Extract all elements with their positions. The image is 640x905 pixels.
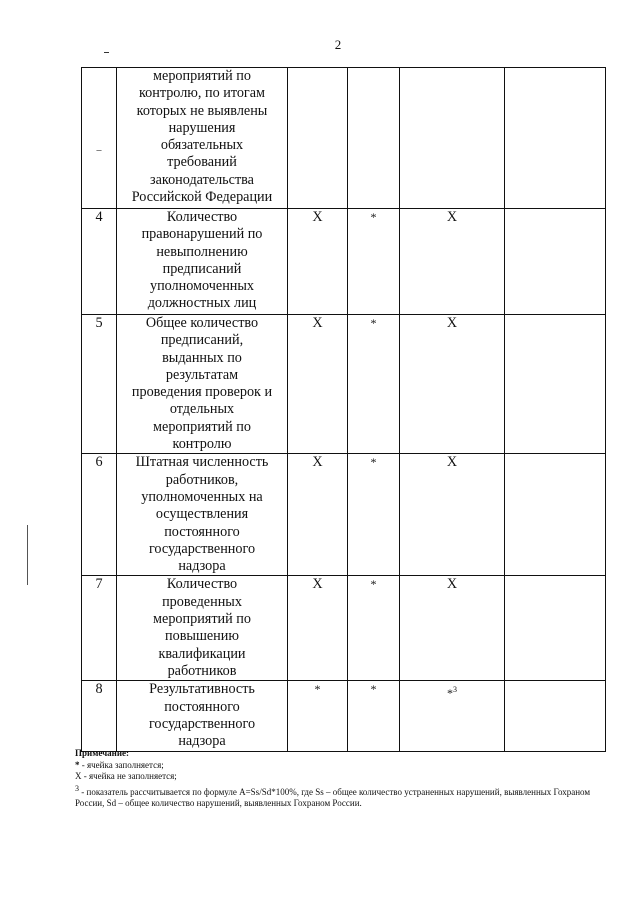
- value-cell: *: [348, 681, 400, 751]
- indicators-table: [81, 67, 606, 752]
- table-row: [82, 576, 606, 681]
- value-cell: *: [348, 315, 400, 454]
- value-cell: [505, 209, 606, 315]
- indicator-name-line: мероприятий по: [153, 611, 251, 628]
- indicator-name-line: постоянного: [164, 698, 240, 715]
- row-number-cell: 8: [82, 681, 117, 751]
- indicator-name-line: уполномоченных: [149, 278, 255, 295]
- indicator-name-line: предписаний,: [160, 332, 244, 349]
- indicator-name-line: уполномоченных на: [141, 488, 263, 505]
- indicator-name-cell: [117, 454, 288, 576]
- value-cell: [505, 454, 606, 576]
- indicator-name-line: надзора: [178, 558, 226, 575]
- row-number-cell: [82, 68, 117, 209]
- indicator-name-line: правонарушений по: [141, 226, 263, 243]
- indicator-name-line: Результативность: [149, 681, 255, 698]
- star-symbol: *: [75, 759, 80, 770]
- value-cell: [505, 315, 606, 454]
- indicator-name-cell: [117, 209, 288, 315]
- scan-artifact-dash: [104, 52, 109, 53]
- row-number-cell: 5: [82, 315, 117, 454]
- table-row: [82, 681, 606, 751]
- value-cell: X: [288, 209, 348, 315]
- note-fillable: [75, 760, 615, 772]
- indicator-name-line: работников: [167, 662, 237, 679]
- indicator-name-cell: [117, 681, 288, 751]
- value-cell: *: [348, 454, 400, 576]
- indicator-name-line: нарушения: [168, 119, 236, 136]
- indicator-name-line: проведенных: [162, 593, 242, 610]
- value-cell: X: [400, 209, 505, 315]
- indicator-name-line: Количество: [166, 209, 238, 225]
- indicator-name-line: работников,: [165, 471, 239, 488]
- indicator-name-line: осуществления: [155, 506, 249, 523]
- table-row: [82, 68, 606, 209]
- value-cell: X: [288, 315, 348, 454]
- indicator-name-line: мероприятий по: [153, 418, 251, 435]
- indicator-name-line: должностных лиц: [147, 295, 257, 312]
- indicator-name-line: невыполнению: [156, 243, 248, 260]
- value-cell: X: [400, 454, 505, 576]
- value-cell: [505, 576, 606, 681]
- value-cell: *: [288, 681, 348, 751]
- value-cell: *: [348, 209, 400, 315]
- footnote-ref: 3: [453, 685, 457, 695]
- row-number-cell: 7: [82, 576, 117, 681]
- note-not-fillable: Х - ячейка не заполняется;: [75, 771, 177, 782]
- value-cell: [288, 68, 348, 209]
- value-cell: [400, 68, 505, 209]
- value-cell-text: *: [447, 686, 453, 701]
- table-row: [82, 315, 606, 454]
- indicator-name-line: обязательных: [160, 137, 244, 154]
- indicator-name-cell: [117, 315, 288, 454]
- indicator-name-line: государственного: [148, 716, 256, 733]
- indicator-name-line: результатам: [165, 366, 239, 383]
- value-cell: [348, 68, 400, 209]
- value-cell: *: [348, 576, 400, 681]
- value-cell: [505, 681, 606, 751]
- page-number: 2: [334, 37, 342, 52]
- indicator-name-line: повышению: [165, 628, 239, 645]
- row-number-mark: _: [96, 141, 102, 152]
- indicator-name-line: Общее количество: [145, 315, 259, 331]
- indicator-name-line: квалификации: [158, 645, 246, 662]
- indicator-name-line: законодательства: [150, 171, 254, 188]
- indicator-name-line: Количество: [166, 576, 238, 593]
- indicator-name-line: Штатная численность: [135, 454, 269, 471]
- indicator-name-line: требований: [167, 154, 237, 171]
- footnote-number: 3: [75, 783, 79, 793]
- value-cell: [400, 681, 505, 751]
- value-cell: X: [400, 576, 505, 681]
- value-cell: [505, 68, 606, 209]
- indicator-name-line: предписаний: [162, 260, 242, 277]
- row-number-cell: 4: [82, 209, 117, 315]
- indicator-name-line: которых не выявлены: [136, 102, 268, 119]
- indicator-name-line: выданных по: [162, 349, 242, 366]
- indicator-name-line: мероприятий по: [153, 68, 251, 84]
- indicator-name-line: контролю: [172, 436, 232, 453]
- table-row: [82, 209, 606, 315]
- footnote-text: - показатель рассчитывается по формуле A=Ss/Sd*100%, где Ss – общее количество устраненных нарушений, выявленных Гохраном России, Sd – общее количество нарушений, выявленных Гохраном России.: [75, 786, 591, 809]
- row-number-cell: 6: [82, 454, 117, 576]
- indicator-name-line: государственного: [148, 540, 256, 557]
- indicator-name-line: Российской Федерации: [131, 189, 273, 206]
- note-footnote: [75, 783, 615, 810]
- indicator-name-line: постоянного: [164, 523, 240, 540]
- indicator-name-line: отдельных: [169, 401, 235, 418]
- notes-title: Примечание:: [75, 748, 130, 758]
- value-cell: X: [400, 315, 505, 454]
- note-fillable-text: - ячейка заполняется;: [79, 759, 164, 770]
- indicator-name-line: надзора: [178, 733, 226, 750]
- indicator-name-cell: [117, 576, 288, 681]
- indicator-name-line: проведения проверок и: [131, 384, 273, 401]
- value-cell: X: [288, 576, 348, 681]
- indicator-name-line: контролю, по итогам: [138, 85, 266, 102]
- table-row: [82, 454, 606, 576]
- indicator-name-cell: [117, 68, 288, 209]
- notes-block: [75, 748, 615, 810]
- value-cell: X: [288, 454, 348, 576]
- scan-artifact-margin-line: [27, 525, 28, 585]
